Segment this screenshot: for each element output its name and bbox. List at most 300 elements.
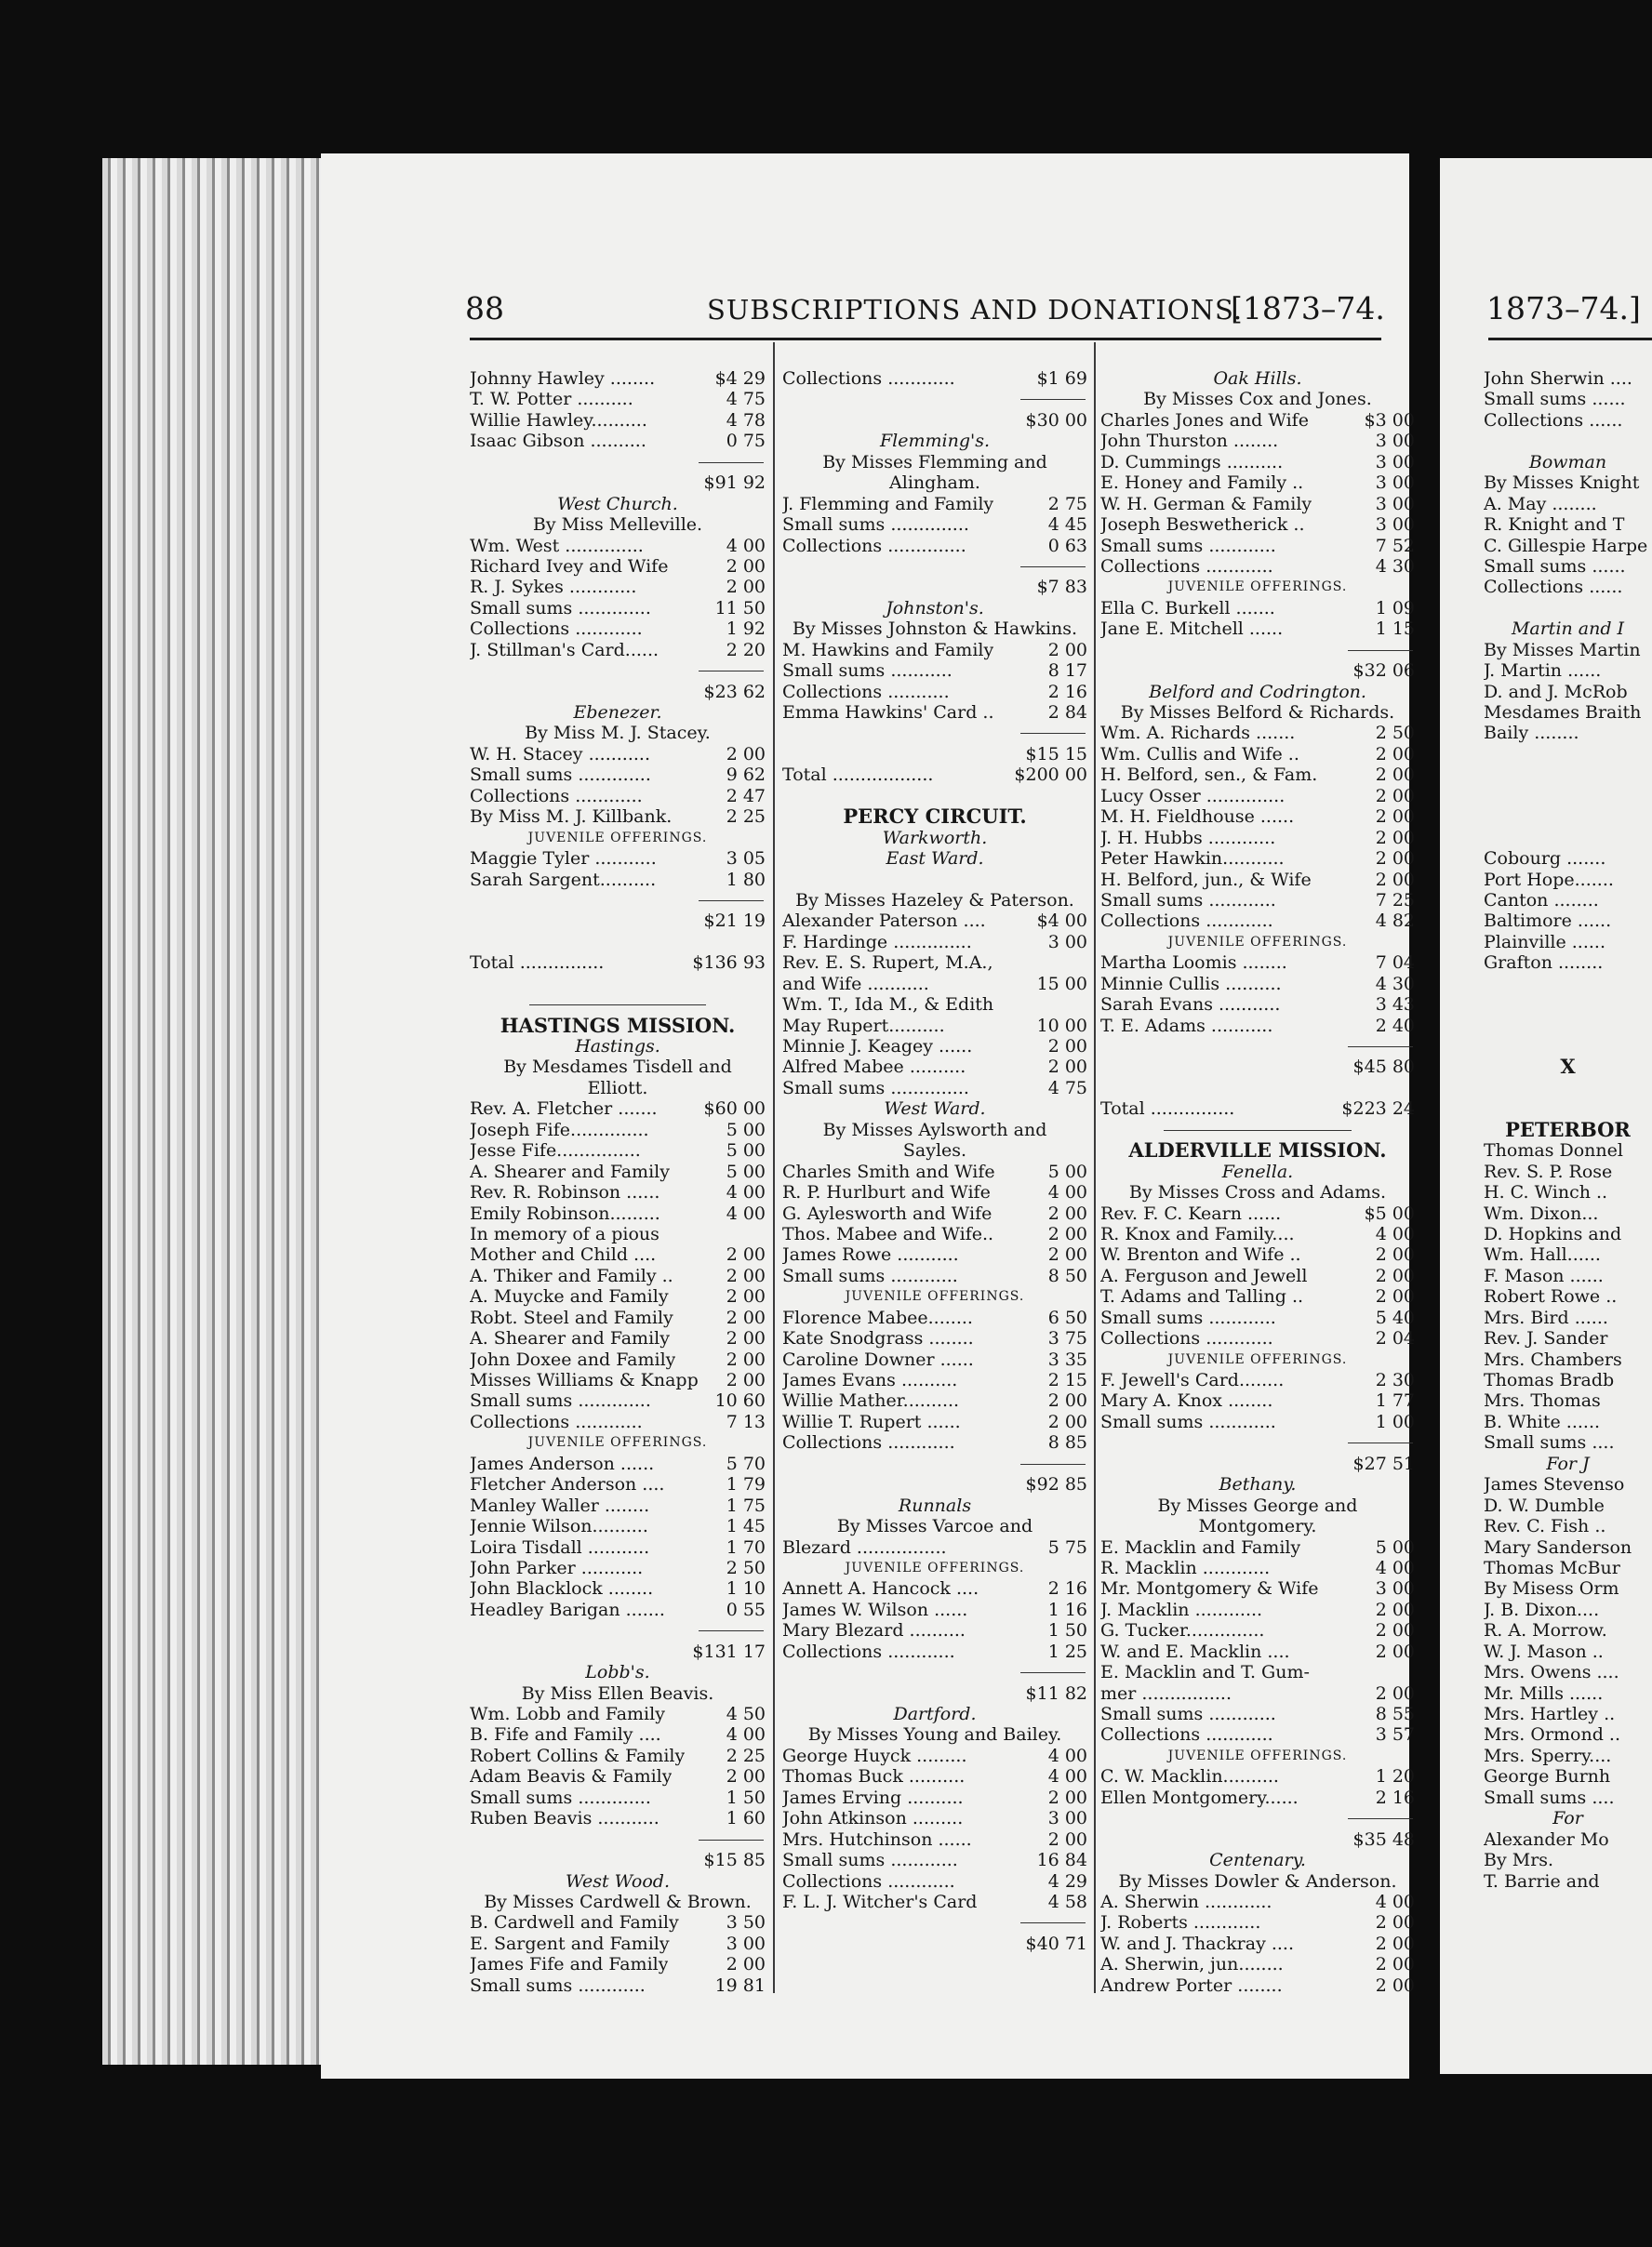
entry-line (782, 1203, 1087, 1224)
text-line: W. J. Mason .. (1484, 1641, 1604, 1662)
text-line: R. Knight and T (1484, 514, 1625, 536)
entry-amount: 2 00 (1375, 1286, 1415, 1308)
entry-name: Small sums ............ (1100, 1704, 1276, 1724)
entry-name: Joseph Fife.............. (470, 1119, 649, 1140)
entry-line (1100, 494, 1415, 514)
entry-line (470, 1975, 766, 1996)
entry-line (782, 1642, 1087, 1662)
entry-name: E. Sargent and Family (470, 1933, 670, 1954)
mission-heading: HASTINGS MISSION. (500, 1015, 736, 1036)
entry-line (470, 1286, 766, 1307)
collectors-line: By Misses George and (1157, 1495, 1358, 1516)
collectors-line: By Misses Varcoe and (836, 1516, 1033, 1537)
entry-line (470, 410, 766, 431)
entry-name: James W. Wilson ...... (782, 1599, 968, 1620)
entry-line (782, 1078, 1087, 1098)
text-line: Mary Sanderson (1484, 1536, 1632, 1558)
entry-amount: 9 62 (726, 765, 766, 786)
entry-amount: 2 00 (1375, 1912, 1415, 1934)
entry-amount: 1 00 (1375, 1411, 1415, 1432)
entry-name: D. Cummings .......... (1100, 451, 1284, 472)
right-header-rule (1488, 338, 1652, 340)
entry-line (470, 1454, 766, 1474)
entry-line (1100, 1558, 1415, 1578)
entry-line (1100, 1683, 1415, 1704)
entry-amount: 2 00 (726, 1370, 766, 1390)
entry-line (470, 1308, 766, 1328)
juvenile-offerings-heading: JUVENILE OFFERINGS. (1167, 579, 1348, 595)
entry-name: Isaac Gibson .......... (470, 431, 646, 452)
section-heading: West Wood. (566, 1870, 670, 1892)
text-line: Small sums ...... (1484, 555, 1626, 577)
collectors-line: By Misses Cross and Adams. (1128, 1182, 1387, 1203)
entry-amount: $200 00 (1014, 765, 1087, 786)
text-line: Mrs. Owens .... (1484, 1662, 1619, 1683)
entry-line (1100, 1537, 1415, 1558)
subtotal-rule (470, 890, 766, 911)
juvenile-offerings-heading: JUVENILE OFFERINGS. (527, 830, 708, 845)
entry-name: Collections ............ (1100, 555, 1273, 577)
entry-name: Jane E. Mitchell ...... (1100, 618, 1284, 640)
entry-name: Blezard ................ (782, 1536, 947, 1558)
subtotal-rule (782, 1454, 1087, 1474)
entry-amount: 1 70 (726, 1536, 766, 1558)
entry-line (782, 1892, 1087, 1912)
entry-name: Collections .............. (782, 535, 966, 556)
entry-line (782, 1746, 1087, 1766)
entry-name: Wm. A. Richards ....... (1100, 723, 1296, 744)
subtotal-line: $23 62 (703, 681, 766, 702)
entry-amount: 0 75 (726, 431, 766, 452)
entry-amount: 3 00 (1047, 1808, 1087, 1829)
mission-heading: PETERBOR (1505, 1119, 1631, 1141)
entry-amount: 2 04 (1375, 1328, 1415, 1350)
entry-line (1100, 1390, 1415, 1411)
entry-line (470, 1162, 766, 1182)
entry-name: Small sums ............. (470, 597, 651, 618)
entry-line (1100, 1975, 1415, 1996)
entry-line (782, 494, 1087, 514)
column-3 (1100, 368, 1415, 1996)
subtotal-line: $15 85 (703, 1850, 766, 1871)
page-year: [1873–74. (1231, 290, 1385, 326)
entry-amount: $136 93 (692, 952, 766, 974)
entry-line (470, 640, 766, 660)
entry-amount: $223 24 (1341, 1098, 1415, 1120)
entry-name: Thos. Mabee and Wife.. (782, 1223, 994, 1244)
text-line: George Burnh (1484, 1766, 1611, 1788)
entry-line (782, 1182, 1087, 1203)
entry-line (782, 536, 1087, 556)
text-line: F. Mason ...... (1484, 1265, 1604, 1286)
text-line: Mesdames Braith (1484, 702, 1642, 723)
entry-line (1100, 1016, 1415, 1036)
entry-name: A. Sherwin, jun........ (1100, 1954, 1284, 1975)
entry-line (782, 1036, 1087, 1057)
section-heading: Flemming's. (879, 431, 991, 452)
entry-line (470, 618, 766, 639)
entry-line (782, 1244, 1087, 1265)
entry-amount: 4 00 (1375, 1891, 1415, 1912)
section-rule (1100, 1120, 1415, 1140)
entry-amount: 5 40 (1375, 1307, 1415, 1328)
entry-line (470, 744, 766, 765)
entry-name: A. Thiker and Family .. (470, 1265, 673, 1286)
column-1 (470, 368, 766, 1996)
entry-name: James Erving .......... (782, 1787, 964, 1808)
entry-amount: 2 50 (1375, 723, 1415, 744)
entry-name: Small sums ............ (782, 1850, 958, 1871)
text-line: D. Hopkins and (1484, 1223, 1622, 1244)
entry-amount: 5 00 (1047, 1161, 1087, 1182)
entry-amount: 1 20 (1375, 1766, 1415, 1788)
entry-line (470, 1203, 766, 1224)
entry-name: Richard Ivey and Wife (470, 555, 669, 577)
entry-amount: 2 00 (726, 1244, 766, 1266)
blank-line (1484, 744, 1652, 765)
entry-amount: 5 00 (726, 1161, 766, 1182)
entry-name: James Fife and Family (470, 1954, 669, 1975)
section-heading: East Ward. (886, 848, 984, 870)
text-line: Cobourg ....... (1484, 848, 1606, 870)
entry-name: B. Cardwell and Family (470, 1912, 679, 1934)
entry-line (470, 1808, 766, 1828)
entry-amount: 3 00 (1375, 493, 1415, 514)
blank-line (1484, 994, 1652, 1015)
entry-name: Minnie J. Keagey ...... (782, 1036, 973, 1057)
entry-line (782, 1766, 1087, 1787)
entry-line (782, 1871, 1087, 1892)
text-line: Small sums .... (1484, 1787, 1615, 1808)
entry-amount: 8 50 (1047, 1265, 1087, 1286)
entry-name: Collections ............ (1100, 1724, 1273, 1746)
entry-line (1100, 870, 1415, 890)
section-heading: Ebenezer. (573, 702, 662, 723)
blank-line (470, 932, 766, 952)
entry-name: Alexander Paterson .... (782, 911, 986, 932)
entry-name: Willie T. Rupert ...... (782, 1411, 961, 1432)
entry-amount: 2 00 (1047, 1057, 1087, 1078)
entry-line (782, 974, 1087, 994)
subtotal-line: $21 19 (703, 911, 766, 932)
entry-amount: 2 00 (726, 743, 766, 765)
entry-name: Total ............... (470, 952, 605, 974)
entry-name: W. H. German & Family (1100, 493, 1312, 514)
entry-line (782, 1808, 1087, 1828)
entry-line (470, 1746, 766, 1766)
section-heading: Bethany. (1219, 1474, 1297, 1496)
entry-line (470, 786, 766, 806)
entry-name: Collections ............ (1100, 1328, 1273, 1350)
column-4 (1484, 368, 1652, 1892)
entry-name: Emma Hawkins' Card .. (782, 702, 994, 723)
entry-line (470, 952, 766, 973)
entry-line (1100, 514, 1415, 535)
text-line: Mrs. Hartley .. (1484, 1704, 1616, 1724)
subtotal-line: $11 82 (1025, 1682, 1087, 1704)
section-heading: Centenary. (1209, 1850, 1306, 1871)
entry-amount: 3 00 (1375, 472, 1415, 494)
entry-amount: 4 75 (726, 389, 766, 410)
entry-amount: 1 50 (726, 1787, 766, 1808)
entry-name: J. Stillman's Card...... (470, 639, 659, 660)
entry-amount: 2 00 (726, 1349, 766, 1370)
entry-amount: 3 50 (726, 1912, 766, 1934)
column-2 (782, 368, 1087, 1954)
entry-name: A. Shearer and Family (470, 1161, 670, 1182)
entry-name: Total ............... (1100, 1098, 1235, 1120)
section-heading: Fenella. (1221, 1161, 1294, 1182)
collectors-line: Alingham. (889, 472, 980, 494)
entry-amount: 3 00 (1047, 931, 1087, 952)
entry-name: A. Shearer and Family (470, 1328, 670, 1350)
entry-name: Collections ............ (1100, 911, 1273, 932)
text-line: By Misess Orm (1484, 1578, 1619, 1600)
entry-name: Small sums ............. (470, 1787, 651, 1808)
entry-amount: 4 82 (1375, 911, 1415, 932)
collectors-line: Elliott. (587, 1077, 648, 1098)
text-line: Rev. J. Sander (1484, 1328, 1608, 1350)
entry-amount: 2 00 (1047, 1223, 1087, 1244)
text-line: Collections ...... (1484, 577, 1623, 598)
text-line: John Sherwin .... (1484, 368, 1632, 389)
entry-amount: 2 00 (1047, 1411, 1087, 1432)
entry-amount: 5 00 (726, 1119, 766, 1140)
entry-amount: 2 00 (1375, 1265, 1415, 1286)
entry-name: W. and J. Thackray .... (1100, 1933, 1295, 1954)
text-line: Mrs. Bird ...... (1484, 1307, 1608, 1328)
subtotal-line: $91 92 (703, 472, 766, 494)
entry-amount: 3 00 (1375, 451, 1415, 472)
entry-name: Small sums ............ (1100, 889, 1276, 911)
entry-line (470, 368, 766, 389)
entry-line (1100, 1892, 1415, 1912)
entry-line (782, 1328, 1087, 1349)
text-line: Baily ........ (1484, 723, 1579, 744)
collectors-line: By Misses Young and Bailey. (807, 1724, 1062, 1746)
entry-name: John Parker ........... (470, 1557, 644, 1578)
entry-name: Willie Mather.......... (782, 1390, 960, 1412)
entry-amount: 2 00 (1047, 1203, 1087, 1224)
entry-line (1100, 1766, 1415, 1787)
entry-amount: 2 00 (1047, 1390, 1087, 1412)
entry-amount: 2 25 (726, 1745, 766, 1766)
entry-amount: 7 04 (1375, 952, 1415, 974)
blank-line (782, 786, 1087, 806)
entry-name: Peter Hawkin........... (1100, 848, 1285, 870)
entry-name: F. L. J. Witcher's Card (782, 1891, 978, 1912)
text-line: James Stevenso (1484, 1474, 1625, 1496)
entry-name: Emily Robinson......... (470, 1203, 660, 1224)
subtotal-line: $27 51 (1352, 1453, 1415, 1474)
entry-line (782, 702, 1087, 723)
entry-line (470, 431, 766, 451)
entry-name: Johnny Hawley ........ (470, 368, 656, 389)
entry-amount: 2 00 (726, 1286, 766, 1308)
entry-line (782, 911, 1087, 931)
entry-name: By Miss M. J. Killbank. (470, 806, 673, 828)
entry-amount: $4 29 (714, 368, 766, 389)
text-line: Mrs. Thomas (1484, 1390, 1601, 1412)
entry-line (470, 1516, 766, 1536)
entry-line (782, 1788, 1087, 1808)
blank-line (1484, 1098, 1652, 1119)
entry-amount: $5 00 (1364, 1203, 1415, 1224)
entry-name: Manley Waller ........ (470, 1495, 650, 1516)
entry-amount: 4 78 (726, 409, 766, 431)
blank-line (1484, 786, 1652, 806)
section-heading: Johnston's. (886, 597, 984, 618)
section-heading: Bowman (1528, 451, 1607, 472)
text-line: Mrs. Ormond .. (1484, 1724, 1620, 1746)
text-line: Wm. T., Ida M., & Edith (782, 994, 994, 1016)
entry-name: Small sums ............ (782, 1265, 958, 1286)
subtotal-rule (470, 660, 766, 681)
entry-amount: 4 30 (1375, 555, 1415, 577)
entry-amount: 2 00 (726, 555, 766, 577)
entry-amount: 3 35 (1047, 1349, 1087, 1370)
section-heading: West Ward. (884, 1098, 986, 1120)
entry-line (470, 556, 766, 577)
entry-amount: 2 00 (1375, 1954, 1415, 1975)
entry-amount: 4 50 (726, 1704, 766, 1724)
entry-line (470, 1140, 766, 1161)
subtotal-rule (470, 1620, 766, 1641)
entry-line (1100, 806, 1415, 827)
entry-amount: 1 45 (726, 1516, 766, 1537)
entry-amount: 2 00 (1375, 1641, 1415, 1662)
subtotal-rule (470, 452, 766, 472)
text-line: Baltimore ...... (1484, 911, 1612, 932)
entry-line (470, 577, 766, 597)
entry-amount: 2 15 (1047, 1370, 1087, 1390)
subtotal-line: $40 71 (1025, 1933, 1087, 1954)
text-line: Thomas Bradb (1484, 1370, 1615, 1390)
entry-amount: 2 00 (1047, 639, 1087, 660)
entry-amount: 4 45 (1047, 514, 1087, 536)
entry-line (1100, 431, 1415, 451)
entry-name: Adam Beavis & Family (470, 1766, 673, 1788)
entry-name: Jesse Fife............... (470, 1140, 641, 1162)
entry-amount: 4 00 (726, 535, 766, 556)
entry-line (470, 1600, 766, 1620)
entry-line (1100, 1954, 1415, 1974)
collectors-line: By Misses Cardwell & Brown. (484, 1891, 752, 1912)
text-line: Mrs. Sperry.... (1484, 1745, 1612, 1766)
text-line: Small sums ...... (1484, 389, 1626, 410)
subtotal-rule (782, 723, 1087, 743)
entry-line (1100, 1642, 1415, 1662)
subtotal-line: $131 17 (692, 1641, 766, 1662)
mission-heading: X (1560, 1057, 1576, 1078)
entry-name: E. Macklin and Family (1100, 1536, 1301, 1558)
entry-amount: 4 75 (1047, 1077, 1087, 1098)
entry-line (470, 1537, 766, 1558)
entry-amount: 0 55 (726, 1599, 766, 1620)
entry-name: R. J. Sykes ............ (470, 577, 637, 598)
subtotal-rule (470, 1829, 766, 1850)
text-line: Thomas McBur (1484, 1557, 1620, 1578)
entry-name: Wm. Cullis and Wife .. (1100, 743, 1299, 765)
entry-name: Thomas Buck .......... (782, 1766, 966, 1788)
entry-line (782, 1850, 1087, 1870)
entry-line (1100, 828, 1415, 848)
entry-amount: 2 40 (1375, 1015, 1415, 1036)
text-line: Alexander Mo (1484, 1828, 1609, 1850)
entry-name: Ella C. Burkell ....... (1100, 597, 1275, 618)
entry-line (782, 368, 1087, 389)
entry-amount: 19 81 (714, 1974, 766, 1996)
entry-amount: 4 00 (1375, 1557, 1415, 1578)
entry-line (1100, 1724, 1415, 1745)
entry-name: G. Aylesworth and Wife (782, 1203, 993, 1224)
entry-amount: 2 00 (726, 1954, 766, 1975)
collectors-line: By Misses Dowler & Anderson. (1118, 1870, 1397, 1892)
entry-amount: 3 43 (1375, 994, 1415, 1016)
collectors-line: By Mesdames Tisdell and (503, 1057, 732, 1078)
text-line: D. W. Dumble (1484, 1495, 1605, 1516)
entry-line (782, 1266, 1087, 1286)
entry-amount: 8 85 (1047, 1432, 1087, 1454)
entry-name: Small sums .............. (782, 514, 969, 536)
entry-line (1100, 994, 1415, 1015)
entry-amount: 2 00 (1375, 1620, 1415, 1642)
entry-amount: $1 69 (1036, 368, 1087, 389)
blank-line (1484, 765, 1652, 785)
entry-amount: 8 17 (1047, 660, 1087, 682)
text-line: D. and J. McRob (1484, 681, 1628, 702)
entry-line (782, 1370, 1087, 1390)
entry-amount: 2 00 (1047, 1828, 1087, 1850)
entry-amount: 6 50 (1047, 1307, 1087, 1328)
entry-line (782, 1390, 1087, 1411)
entry-amount: 4 00 (1375, 1223, 1415, 1244)
entry-line (782, 682, 1087, 702)
entry-name: W. H. Stacey ........... (470, 743, 651, 765)
blank-line (1484, 1078, 1652, 1098)
entry-line (1100, 1788, 1415, 1808)
entry-name: Collections ............ (470, 785, 643, 806)
entry-line (1100, 1308, 1415, 1328)
entry-amount: 1 75 (726, 1495, 766, 1516)
entry-line (782, 1600, 1087, 1620)
entry-line (782, 932, 1087, 952)
entry-name: J. Macklin ............ (1100, 1599, 1263, 1620)
blank-line (470, 974, 766, 994)
entry-amount: 8 55 (1375, 1704, 1415, 1724)
entry-line (782, 765, 1087, 785)
entry-name: Small sums ........... (782, 660, 953, 682)
collectors-line: By Misses Belford & Richards. (1120, 702, 1395, 723)
entry-name: Collections ............ (470, 1411, 643, 1432)
entry-line (1100, 1620, 1415, 1641)
entry-amount: 7 25 (1375, 889, 1415, 911)
blank-line (1484, 806, 1652, 827)
entry-amount: 1 15 (1375, 618, 1415, 640)
section-heading: Belford and Codrington. (1149, 681, 1366, 702)
entry-amount: 2 00 (1375, 743, 1415, 765)
entry-line (470, 1328, 766, 1349)
entry-name: James Evans .......... (782, 1370, 958, 1390)
entry-name: Collections ............ (782, 368, 955, 389)
entry-line (470, 1704, 766, 1724)
entry-line (470, 806, 766, 827)
entry-name: Small sums ............ (1100, 1411, 1276, 1432)
juvenile-offerings-heading: JUVENILE OFFERINGS. (845, 1289, 1025, 1305)
entry-amount: 3 00 (1375, 1578, 1415, 1600)
entry-line (1100, 952, 1415, 973)
entry-amount: 1 77 (1375, 1390, 1415, 1412)
